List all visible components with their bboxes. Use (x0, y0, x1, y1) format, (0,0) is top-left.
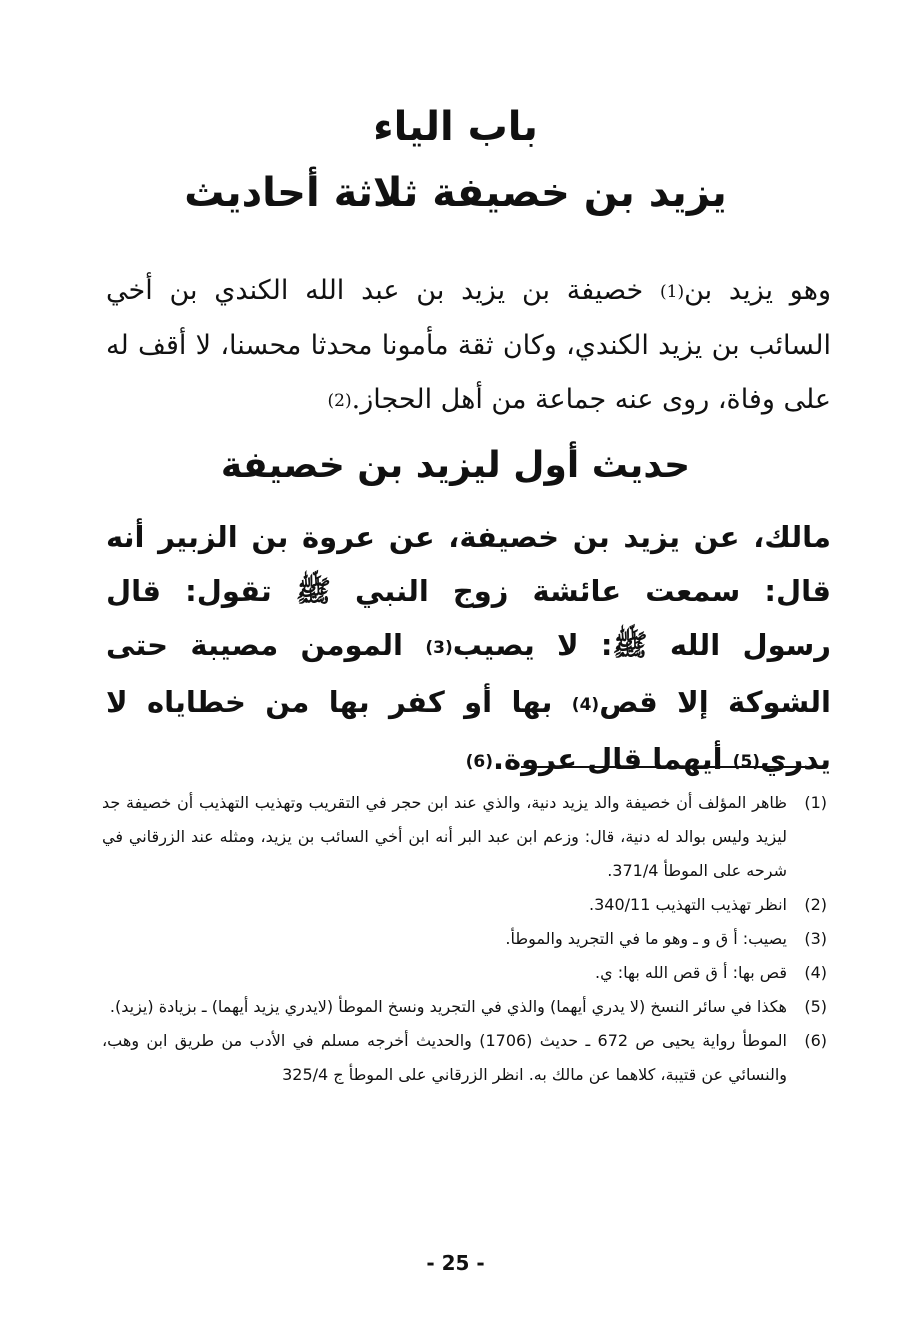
footnotes (102, 786, 827, 1092)
chapter-heading: باب الياء (373, 104, 538, 150)
footnote-item (102, 922, 827, 956)
footnote-number: (6) (804, 1031, 827, 1050)
footnote-text: ظاهر المؤلف أن خصيفة والد يزيد دنية، والذي عند ابن حجر في التقريب وتهذيب التهذيب أن خصيفة جد ليزيد وليس بوالد له دنية، قال: وزعم ابن عبد البر أنه ابن أخي السائب بن يزيد، ومثله عند الزرقاني في شرحه على الموطأ 371/4. (102, 793, 787, 880)
footnote-text: يصيب: أ ق و ـ وهو ما في التجريد والموطأ. (505, 929, 787, 948)
footnote-text: هكذا في سائر النسخ (لا يدري أيهما) والذي في التجريد ونسخ الموطأ (لايدري يزيد أيهما) ـ بزيادة (يزيد). (109, 997, 787, 1016)
footnote-text: قص بها: أ ق قص الله بها: ي. (595, 963, 787, 982)
footnote-ref-5: (5) (732, 752, 761, 772)
footnote-ref-4: (4) (571, 695, 600, 715)
hadith-text (106, 510, 831, 789)
footnote-separator (521, 766, 823, 768)
intro-text-1: وهو يزيد بن (684, 275, 832, 306)
hadith-text-4: أيهما قال عروة. (493, 742, 733, 776)
footnote-ref-6: (6) (465, 752, 494, 772)
footnote-number: (2) (804, 895, 827, 914)
footnote-item (102, 888, 827, 922)
narrator-heading: يزيد بن خصيفة ثلاثة أحاديث (184, 170, 727, 216)
footnote-ref-2: (2) (327, 391, 352, 411)
hadith-heading: حديث أول ليزيد بن خصيفة (220, 445, 691, 486)
footnote-text: الموطأ رواية يحيى ص 672 ـ حديث (1706) والحديث أخرجه مسلم في الأدب من طريق ابن وهب، والنسائي عن قتيبة، كلاهما عن مالك به. انظر الزرقاني على الموطأ ج 325/4 (102, 1031, 788, 1084)
hadith-text-3: بها أو كفر بها من خطاياه لا يدري (106, 685, 831, 776)
intro-paragraph (106, 264, 831, 428)
hadith-text-1: مالك، عن يزيد بن خصيفة، عن عروة بن الزبير أنه قال: سمعت عائشة زوج النبي ﷺ تقول: قال رسول الله ﷺ: لا يصيب (106, 520, 831, 662)
footnote-number: (5) (804, 997, 827, 1016)
footnote-item (102, 990, 827, 1024)
footnote-ref-3: (3) (425, 638, 453, 658)
footnote-text: انظر تهذيب التهذيب 340/11. (589, 895, 787, 914)
footnote-ref-1: (1) (659, 282, 685, 302)
footnote-item (102, 956, 827, 990)
footnote-number: (3) (804, 929, 827, 948)
footnote-number: (1) (804, 793, 827, 812)
footnote-item (102, 786, 827, 888)
footnote-number: (4) (804, 963, 827, 982)
intro-text-2: خصيفة بن يزيد بن عبد الله الكندي بن أخي السائب بن يزيد الكندي، وكان ثقة مأمونا محدثا محسنا، لا أقف له على وفاة، روى عنه جماعة من أهل الحجاز. (106, 275, 831, 415)
footnote-item (102, 1024, 827, 1092)
page-number: - 25 - (426, 1251, 485, 1275)
hadith-text-2: المومن مصيبة حتى الشوكة إلا قص (106, 628, 831, 719)
